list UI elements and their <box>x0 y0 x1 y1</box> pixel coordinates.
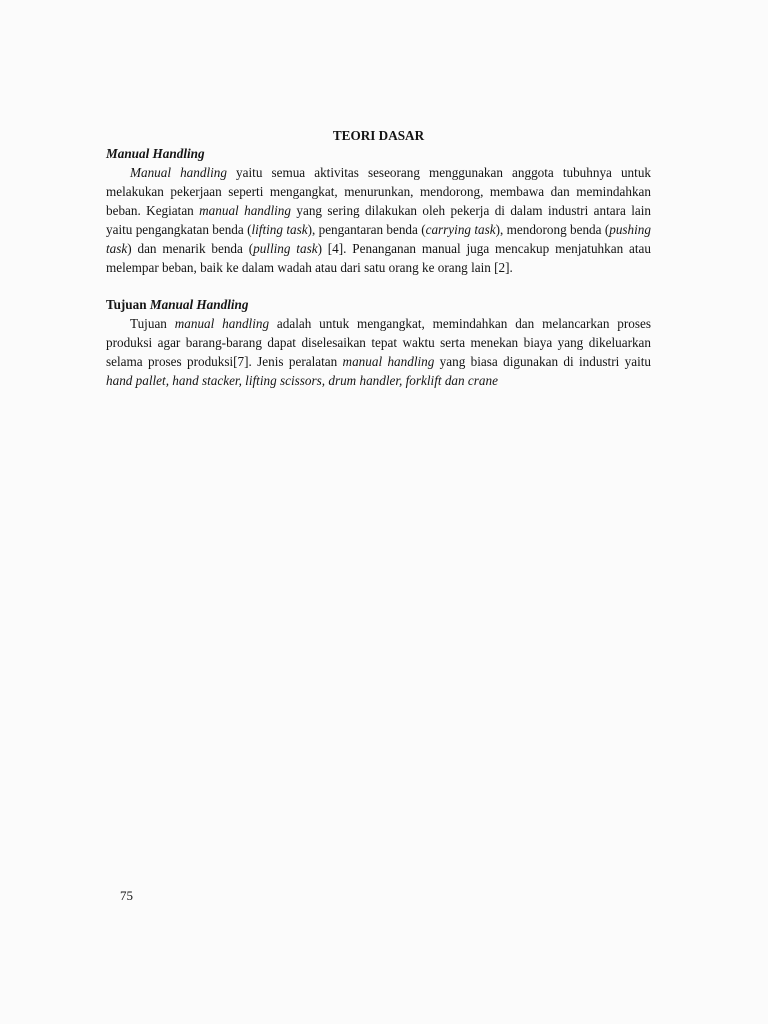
text-run: ), pengantaran benda ( <box>307 222 426 237</box>
section-heading-manual-handling <box>106 145 651 163</box>
text-run: ) dan menarik benda ( <box>127 241 254 256</box>
italic-term: hand pallet, hand stacker, lifting scissors, drum handler, forklift dan crane <box>106 373 498 388</box>
italic-term: Manual handling <box>130 165 227 180</box>
italic-term: lifting task <box>251 222 308 237</box>
section-heading-text: Manual Handling <box>106 146 205 161</box>
text-run: yang biasa digunakan di industri yaitu <box>434 354 651 369</box>
page-content <box>106 127 651 390</box>
italic-term: manual handling <box>174 316 270 331</box>
italic-term: manual handling <box>342 354 435 369</box>
section-heading-italic: Manual Handling <box>149 297 249 312</box>
text-run: Tujuan <box>130 316 175 331</box>
section-heading-tujuan <box>106 296 651 314</box>
text-run: adalah untuk mengangkat, memindahkan dan melancarkan proses produksi agar barang-barang dapat diselesaikan tepat waktu serta menekan biaya yang dikeluarkan selama proses produksi[7]. Jenis peralatan <box>106 316 652 369</box>
text-run: ), mendorong benda ( <box>495 222 610 237</box>
italic-term: carrying task <box>425 222 496 237</box>
italic-term: pushing task <box>106 222 651 256</box>
text-run: yang sering dilakukan oleh pekerja di dalam industri antara lain yaitu pengangkatan benda ( <box>106 203 651 237</box>
page-number: 75 <box>120 888 133 903</box>
paragraph-tujuan <box>106 314 651 390</box>
italic-term: manual handling <box>199 203 291 218</box>
italic-term: pulling task <box>253 241 318 256</box>
paragraph-gap <box>106 277 651 296</box>
section-heading-prefix: Tujuan <box>106 297 150 312</box>
paragraph-manual-handling <box>106 163 651 277</box>
page-title: TEORI DASAR <box>332 128 425 143</box>
text-run: yaitu semua aktivitas seseorang menggunakan anggota tubuhnya untuk melakukan pekerjaan seperti mengangkat, menurunkan, mendorong, membawa dan memindahkan beban. Kegiatan <box>106 165 652 218</box>
text-run: ) [4]. Penanganan manual juga mencakup menjatuhkan atau melempar beban, baik ke dalam wadah atau dari satu orang ke orang lain [2]. <box>106 241 651 275</box>
